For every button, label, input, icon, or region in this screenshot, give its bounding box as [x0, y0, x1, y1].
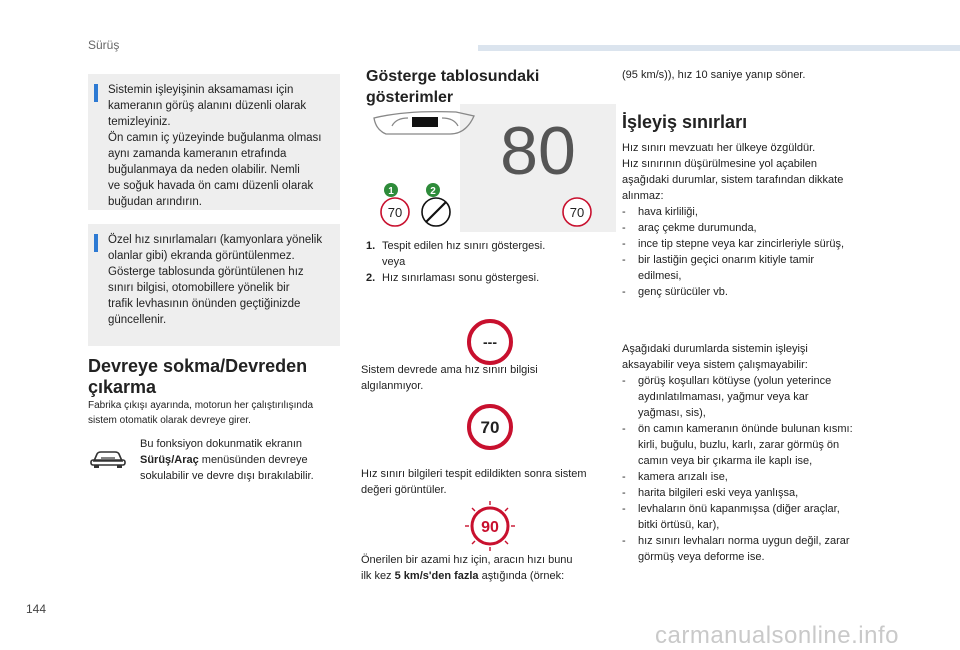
list-item: - harita bilgileri eski veya yanlışsa,: [622, 487, 799, 499]
list-item: - kamera arızalı ise,: [622, 471, 728, 483]
car-icon: [88, 447, 128, 474]
section-label: Sürüş: [88, 38, 120, 52]
speed-limit-90-flashing-sign-icon: [464, 500, 516, 557]
info-icon: [94, 84, 98, 102]
section-heading-activation: Devreye sokma/Devreden çıkarma: [88, 356, 308, 397]
speed-limit-70-sign-icon: [466, 403, 514, 456]
figure-legend: [366, 238, 616, 286]
note-line: olanlar gibi) ekranda görüntülenmez.: [108, 250, 295, 262]
note-line: buğulanmaya da neden olabilir. Nemli: [108, 164, 300, 176]
svg-text:2: 2: [430, 186, 436, 197]
note-line: Ön camın iç yüzeyinde buğulanma olması: [108, 132, 322, 144]
paragraph-line: aşağıdaki durumlar, sistem tarafından dikkate: [622, 174, 844, 186]
note-text: [108, 82, 330, 210]
note-line: aynı zamanda kameranın etrafında: [108, 148, 287, 160]
limits-intro: [622, 140, 922, 204]
list-item: - hız sınırı levhaları norma uygun değil, zarar görmüş veya deforme ise.: [622, 535, 850, 563]
info-icon: [94, 234, 98, 252]
svg-text:70: 70: [569, 205, 585, 220]
note-line: sınırı bilgisi, otomobillere yönelik bir: [108, 282, 290, 294]
watermark: carmanualsonline.info: [655, 622, 899, 649]
list-item: - genç sürücüler vb.: [622, 286, 728, 298]
continued-text: (95 km/s)), hız 10 saniye yanıp söner.: [622, 69, 806, 81]
list-item: - görüş koşulları kötüyse (yolun yeterince aydınlatılmaması, yağmur veya kar yağması, sis),: [622, 375, 832, 419]
svg-text:1: 1: [388, 186, 394, 197]
note-line: ve soğuk havada ön camı düzenli olarak: [108, 180, 314, 192]
note-text: [108, 232, 330, 328]
detected-limit-description: Hız sınırı bilgileri tespit edildikten sonra sistem değeri görüntüler.: [361, 468, 587, 496]
big-speed-readout: 80: [500, 113, 576, 189]
list-item: - araç çekme durumunda,: [622, 222, 757, 234]
list-item: - bir lastiğin geçici onarım kitiyle tamir edilmesi,: [622, 254, 815, 282]
list-item: - levhaların önü kapanmışsa (diğer araçlar, bitki örtüsü, kar),: [622, 503, 840, 531]
recommended-limit-description: Önerilen bir azami hız için, aracın hızı bunu ilk kez 5 km/s'den fazla aştığında (örnek:: [361, 554, 573, 582]
note-line: Gösterge tablosunda görüntülenen hız: [108, 266, 304, 278]
activation-intro: Fabrika çıkışı ayarında, motorun her çalıştırılışında sistem otomatik olarak devreye girer.: [88, 400, 314, 426]
list-item: - hava kirliliği,: [622, 206, 698, 218]
list-item: - ince tip stepne veya kar zincirleriyle sürüş,: [622, 238, 845, 250]
svg-text:70: 70: [387, 205, 403, 220]
paragraph-line: Hız sınırı mevzuatı her ülkeye özgüldür.: [622, 142, 816, 154]
activation-description: Bu fonksiyon dokunmatik ekranın Sürüş/Araç menüsünden devreye sokulabilir ve devre dışı bırakılabilir.: [140, 438, 314, 482]
list-item: - ön camın kameranın önünde bulunan kısmı: kirli, buğulu, buzlu, karlı, zarar görmüş ön camın veya bir çıkarma ile kaplı ise,: [622, 423, 853, 467]
note-line: buğudan arındırın.: [108, 196, 202, 208]
note-line: Özel hız sınırlamaları (kamyonlara yönelik: [108, 234, 323, 246]
svg-text:70: 70: [480, 418, 500, 437]
ignored-conditions-list: [622, 204, 922, 300]
malfunction-conditions-list: [622, 373, 922, 565]
note-line: temizleyiniz.: [108, 116, 171, 128]
note-line: Sistemin işleyişinin aksamaması için: [108, 84, 294, 96]
note-line: güncellenir.: [108, 314, 167, 326]
info-note-camera: [88, 74, 340, 210]
malfunction-intro: [622, 341, 922, 373]
instrument-panel-figure: [366, 104, 616, 232]
svg-text:90: 90: [481, 519, 499, 536]
legend-item: 2. Hız sınırlaması sonu göstergesi.: [366, 272, 540, 284]
paragraph-line: alınmaz:: [622, 190, 664, 202]
svg-text:---: ---: [483, 334, 497, 350]
paragraph-line: Aşağıdaki durumlarda sistemin işleyişi: [622, 343, 808, 355]
note-line: trafik levhasının önünden geçtiğinizde: [108, 298, 301, 310]
section-heading-limits: İşleyiş sınırları: [622, 112, 748, 132]
paragraph-line: aksayabilir veya sistem çalışmayabilir:: [622, 359, 808, 371]
no-limit-description: Sistem devrede ama hız sınırı bilgisi algılanmıyor.: [361, 364, 538, 392]
paragraph-line: Hız sınırının düşürülmesine yol açabilen: [622, 158, 818, 170]
section-heading-display: Gösterge tablosundaki gösterimler: [366, 68, 540, 106]
info-note-special-limits: [88, 224, 340, 346]
page-number: 144: [26, 602, 47, 616]
header-bar: [478, 45, 960, 51]
legend-item: 1. Tespit edilen hız sınırı göstergesi. veya: [366, 240, 546, 268]
note-line: kameranın görüş alanını düzenli olarak: [108, 100, 307, 112]
